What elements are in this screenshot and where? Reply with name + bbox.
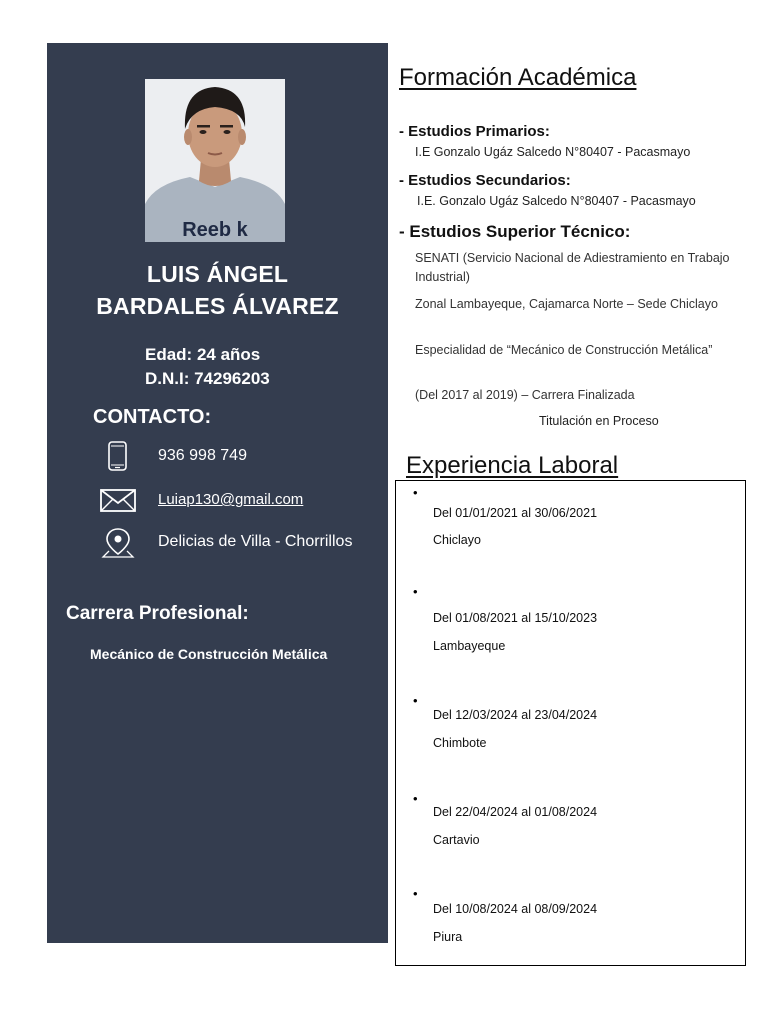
phone-number: 936 998 749	[158, 447, 247, 464]
profile-photo	[145, 79, 285, 242]
experience-list	[395, 480, 746, 966]
experience-dates: Del 01/01/2021 al 30/06/2021	[433, 506, 598, 520]
bullet: •	[413, 791, 418, 806]
experience-place: Lambayeque	[433, 639, 506, 653]
campus: Zonal Lambayeque, Cajamarca Norte – Sede Chiclayo	[415, 297, 718, 311]
specialty: Especialidad de “Mecánico de Construcción Metálica”	[415, 343, 713, 357]
bullet: •	[413, 693, 418, 708]
envelope-icon	[99, 485, 137, 517]
degree-status: Titulación en Proceso	[539, 414, 659, 428]
experience-dates: Del 22/04/2024 al 01/08/2024	[433, 805, 598, 819]
name-first: LUIS ÁNGEL	[146, 261, 289, 287]
experience-place: Chiclayo	[433, 533, 481, 547]
bullet: •	[413, 485, 418, 500]
mobile-phone-icon	[99, 441, 137, 473]
study-period: (Del 2017 al 2019) – Carrera Finalizada	[415, 388, 635, 402]
career-title: Carrera Profesional:	[66, 603, 249, 624]
experience-dates: Del 10/08/2024 al 08/09/2024	[433, 902, 598, 916]
email-link[interactable]: Luiap130@gmail.com	[158, 491, 304, 508]
secondary-school: I.E. Gonzalo Ugáz Salcedo N°80407 - Pacasmayo	[417, 194, 696, 208]
experience-place: Cartavio	[433, 833, 480, 847]
experience-dates: Del 01/08/2021 al 15/10/2023	[433, 611, 598, 625]
profile-sidebar	[47, 43, 388, 943]
contact-address	[99, 527, 388, 561]
contact-email	[99, 485, 388, 519]
superior-heading: - Estudios Superior Técnico:	[399, 222, 631, 241]
experience-place: Chimbote	[433, 736, 487, 750]
bullet: •	[413, 584, 418, 599]
dni: D.N.I: 74296203	[145, 369, 270, 388]
bullet: •	[413, 886, 418, 901]
secondary-heading: - Estudios Secundarios:	[399, 172, 571, 189]
institute: SENATI (Servicio Nacional de Adiestramiento en Trabajo Industrial)	[415, 251, 730, 284]
experience-dates: Del 12/03/2024 al 23/04/2024	[433, 708, 598, 722]
contact-title: CONTACTO:	[93, 406, 212, 428]
primary-heading: - Estudios Primarios:	[399, 123, 550, 140]
primary-school: I.E Gonzalo Ugáz Salcedo N°80407 - Pacasmayo	[415, 145, 691, 159]
experience-title: Experiencia Laboral	[406, 452, 619, 479]
address: Delicias de Villa - Chorrillos	[158, 533, 353, 550]
map-pin-icon	[99, 527, 137, 559]
shirt-logo-text: Reeb k	[182, 219, 248, 241]
career-value: Mecánico de Construcción Metálica	[90, 646, 328, 662]
education-title: Formación Académica	[399, 64, 637, 91]
experience-place: Piura	[433, 930, 463, 944]
age: Edad: 24 años	[145, 345, 261, 364]
name-last: BARDALES ÁLVAREZ	[96, 293, 339, 319]
contact-phone	[99, 441, 388, 475]
